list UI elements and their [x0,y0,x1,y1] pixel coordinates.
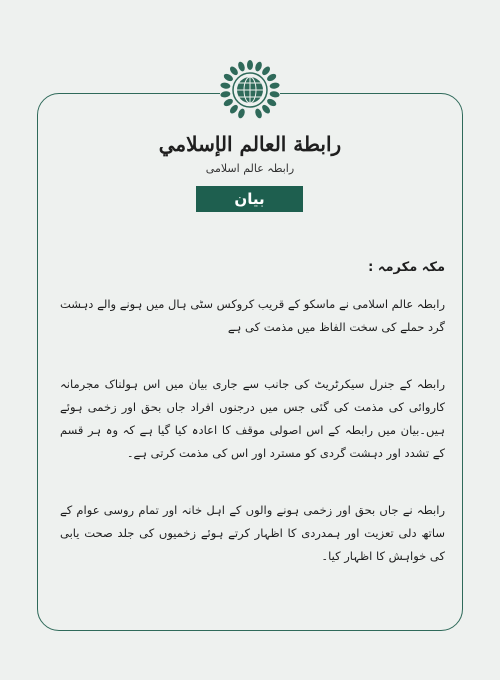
org-name-arabic: رابطة العالم الإسلامي [158,132,342,156]
org-name-urdu: رابطہ عالم اسلامی [205,162,295,175]
paragraph-1: رابطہ عالم اسلامی نے ماسکو کے قریب کروکس سٹی ہال میں ہونے والے دہشت گرد حملے کی سخت الفاظ میں مذمت کی ہے [60,297,445,334]
statement-label-banner [196,186,303,212]
paragraph-3: رابطہ نے جاں بحق اور زخمی ہونے والوں کے اہل خانہ اور تمام روسی عوام کے ساتھ دلی تعزیت اور ہمدردی کا اظہار کرتے ہوئے زخمیوں کی جلد صحت یابی کی خواہش کا اظہار کیا۔ [60,503,445,563]
dateline: مکہ مکرمہ : [368,260,445,275]
statement-label: بیان [234,190,265,208]
statement-body [60,256,445,568]
paragraph-2: رابطہ کے جنرل سیکرٹریٹ کی جانب سے جاری بیان میں اس ہولناک مجرمانہ کاروائی کی مذمت کی گئی جس میں درجنوں افراد جاں بحق اور زخمی ہوئے ہیں۔بیان میں رابطہ کے اس اصولی موقف کا اعادہ کیا گیا ہے کہ وہ ہر قسم کے تشدد اور دہشت گردی کو مسترد اور اس کی مذمت کرتی ہے۔ [60,377,445,460]
globe-emblem-icon [220,60,280,120]
